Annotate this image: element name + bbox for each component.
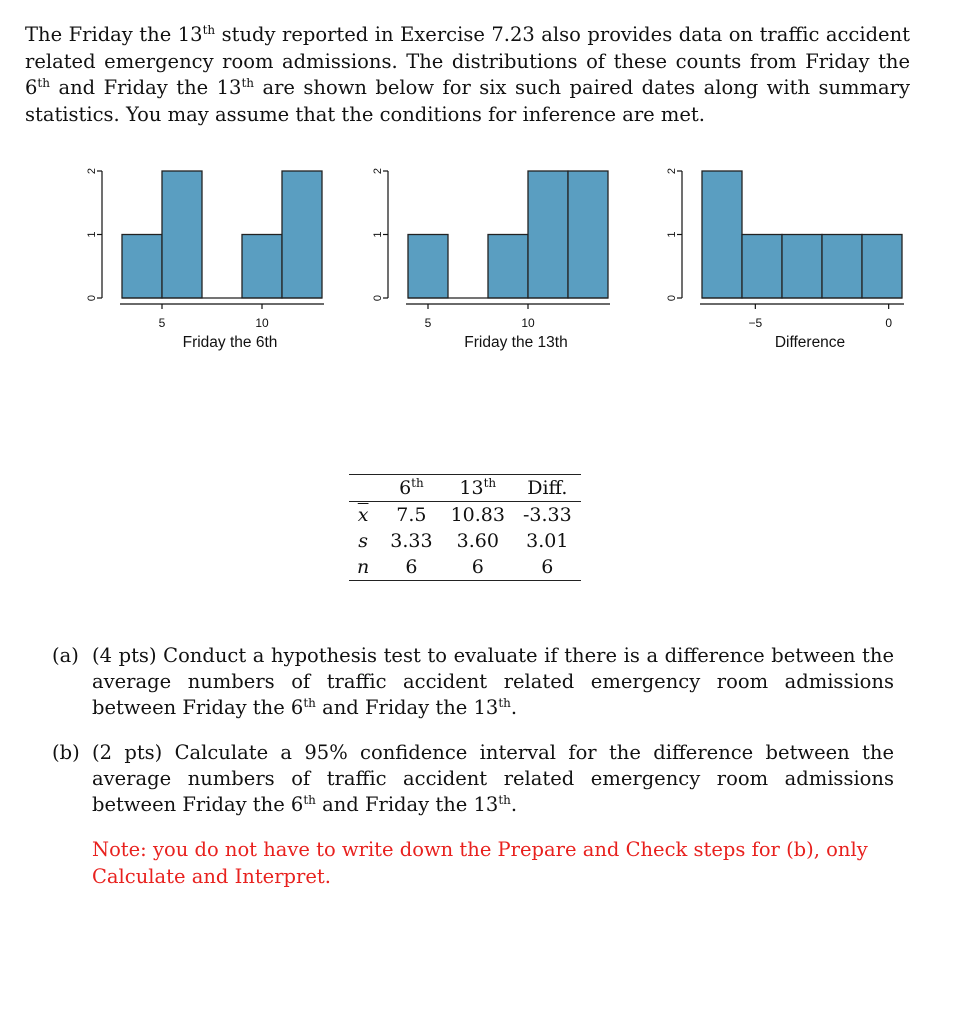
x-tick-label: 10 (255, 316, 269, 330)
y-tick-label: 0 (372, 294, 384, 302)
histogram-difference (662, 160, 912, 360)
x-axis-label: Difference (774, 334, 846, 351)
n-symbol: n (357, 556, 370, 578)
x-tick-label: 10 (521, 316, 535, 330)
histogram-bar (122, 235, 162, 299)
y-tick-label: 1 (86, 231, 98, 238)
column-header-6th: 6th (399, 476, 424, 499)
table-corner (349, 475, 381, 502)
column-header-13th: 13th (459, 476, 497, 499)
histogram-bar (702, 171, 742, 298)
column-header-diff: Diff. (527, 477, 568, 499)
mean-symbol: $\overline{x}$ (357, 504, 369, 526)
table-cell: 3.33 (390, 530, 433, 552)
x-tick-label: 0 (885, 316, 893, 330)
question-b: (b) (2 pts) Calculate a 95% confidence interval for the difference between the average numbers of traffic accident related emergency room admissions between Friday the 6th and Friday the 13th. (52, 741, 894, 816)
table-row-sd (349, 528, 581, 554)
histogram-bar (782, 235, 822, 299)
note-text: Note: you do not have to write down the Prepare and Check steps for (b), only Calculate and Interpret. (92, 838, 868, 888)
x-axis-label: Friday the 6th (182, 334, 278, 351)
histogram-bar (528, 171, 568, 298)
table-cell: 6 (405, 556, 418, 578)
table-cell: 10.83 (450, 504, 505, 526)
histogram-friday-6th (82, 160, 332, 360)
table-cell: 3.60 (456, 530, 499, 552)
histogram-bar (162, 171, 202, 298)
table-header-row (349, 475, 581, 502)
table-cell: 7.5 (396, 504, 427, 526)
histogram-bar (742, 235, 782, 299)
question-a: (a) (4 pts) Conduct a hypothesis test to evaluate if there is a difference between the average numbers of traffic accident related emergency room admissions between Friday the 6th and Friday the 13th. (52, 644, 894, 719)
y-tick-label: 2 (86, 167, 98, 175)
y-tick-label: 1 (666, 231, 678, 238)
histogram-bar (568, 171, 608, 298)
question-b-label: (b) (52, 741, 80, 764)
table-cell: 6 (541, 556, 554, 578)
y-tick-label: 0 (86, 294, 98, 302)
summary-statistics-table (349, 474, 581, 581)
table-row-n (349, 554, 581, 581)
x-tick-label: 5 (424, 316, 432, 330)
histogram-friday-13th (368, 160, 618, 360)
table-cell: 6 (471, 556, 484, 578)
sd-symbol: s (358, 530, 368, 552)
histogram-bar (242, 235, 282, 299)
y-tick-label: 2 (372, 167, 384, 175)
table-row-mean (349, 502, 581, 529)
histogram-bar (282, 171, 322, 298)
y-tick-label: 2 (666, 167, 678, 175)
x-axis-label: Friday the 13th (464, 334, 568, 351)
histogram-bar (488, 235, 528, 299)
x-tick-label: −5 (748, 316, 763, 330)
histogram-bar (408, 235, 448, 299)
problem-intro: The Friday the 13th study reported in Exercise 7.23 also provides data on traffic accident related emergency room admissions. The distributions of these counts from Friday the 6th and Friday the 13th are shown below for six such paired dates along with summary statistics. You may assume that the conditions for inference are met. (25, 23, 910, 126)
y-tick-label: 1 (372, 231, 384, 238)
histogram-bar (862, 235, 902, 299)
y-tick-label: 0 (666, 294, 678, 302)
x-tick-label: 5 (158, 316, 166, 330)
histogram-bar (822, 235, 862, 299)
table-cell: 3.01 (526, 530, 569, 552)
table-cell: -3.33 (522, 504, 572, 526)
question-a-label: (a) (52, 644, 79, 667)
